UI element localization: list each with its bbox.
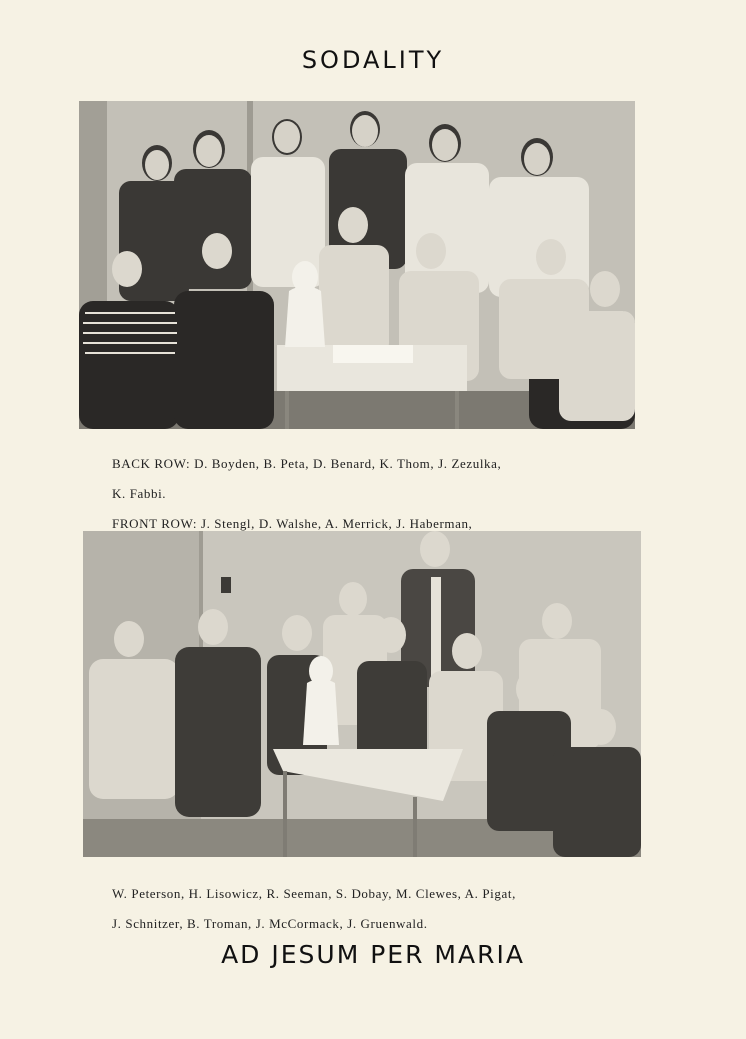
group-photo-image-2 [83, 531, 641, 857]
caption-line: J. Schnitzer, B. Troman, J. McCormack, J. Gruenwald. [112, 916, 428, 931]
caption-line: W. Peterson, H. Lisowicz, R. Seeman, S. Dobay, M. Clewes, A. Pigat, [112, 886, 516, 901]
caption-line: K. Fabbi. [112, 486, 167, 501]
motto: AD JESUM PER MARIA [221, 940, 525, 969]
group-photo-members [83, 531, 641, 857]
caption-line: BACK ROW: D. Boyden, B. Peta, D. Benard, K. Thom, J. Zezulka, [112, 456, 502, 471]
group-photo-image-1 [79, 101, 635, 429]
group-photo-back-front-rows [79, 101, 635, 429]
caption-members [112, 871, 652, 946]
page-title: SODALITY [301, 46, 445, 74]
caption-line: FRONT ROW: J. Stengl, D. Walshe, A. Merrick, J. Haberman, [112, 516, 473, 531]
